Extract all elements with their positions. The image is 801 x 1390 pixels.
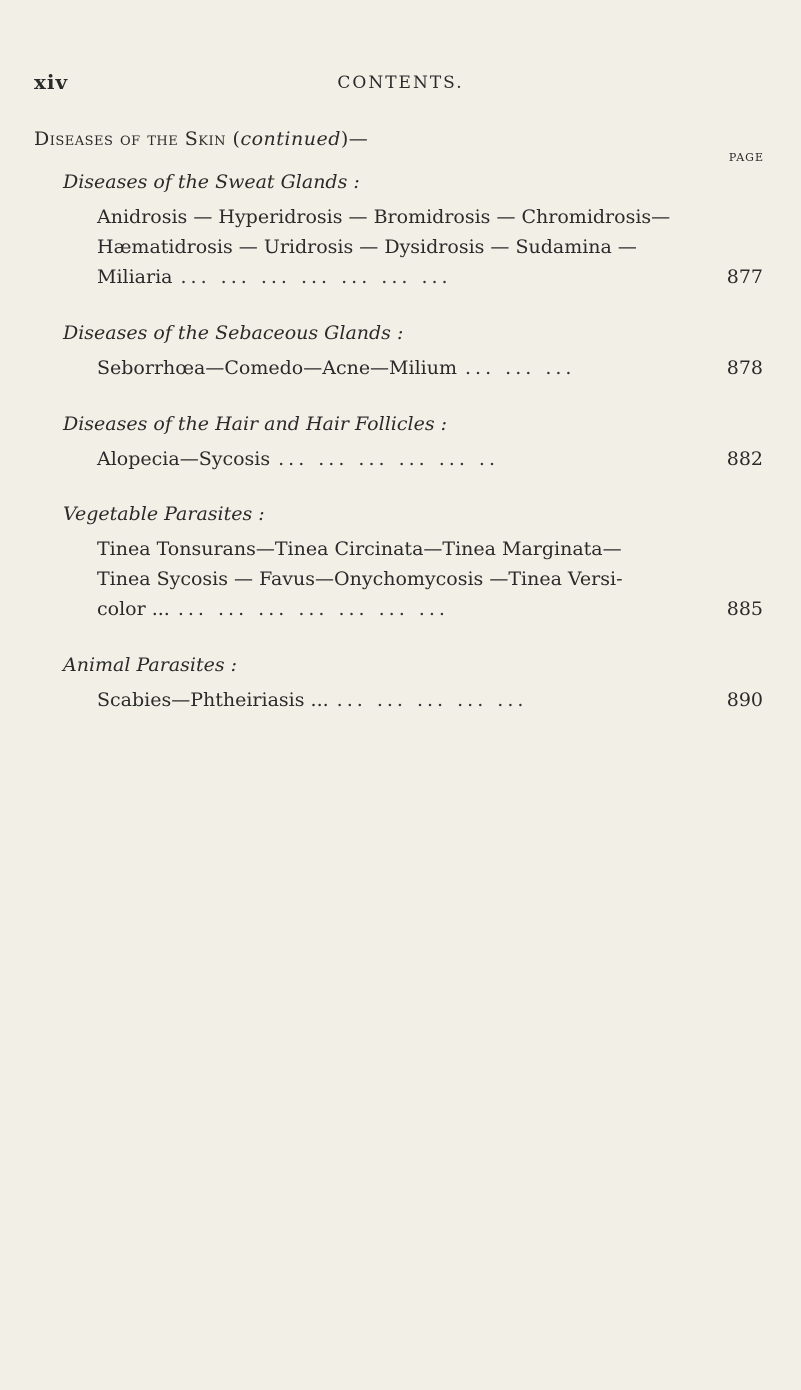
group-heading-vegetable-parasites: Vegetable Parasites : — [63, 503, 265, 525]
entry-page-number: 877 — [726, 266, 763, 288]
toc-entry-sebaceous-glands[interactable] — [97, 357, 763, 379]
entry-line: Anidrosis — Hyperidrosis — Bromidrosis — Chromidrosis— — [97, 206, 671, 228]
toc-entry-animal-parasites[interactable] — [97, 689, 763, 711]
entry-page-number: 885 — [726, 598, 763, 620]
entry-text: Alopecia—Sycosis — [97, 448, 271, 470]
entry-line: Tinea Sycosis — Favus—Onychomycosis —Tinea Versi- — [97, 568, 623, 590]
entry-line: Hæmatidrosis — Uridrosis — Dysidrosis — Sudamina — — [97, 236, 637, 258]
leader-dots: ... ... ... — [465, 357, 576, 379]
section-title — [34, 128, 368, 150]
section-qualifier: continued — [240, 128, 341, 150]
leader-dots: ... ... ... ... ... .. — [278, 448, 499, 470]
page-number: xiv — [34, 70, 69, 94]
toc-entry-hair-follicles[interactable] — [97, 448, 763, 470]
page-title: CONTENTS. — [337, 73, 464, 93]
group-heading-hair-follicles: Diseases of the Hair and Hair Follicles : — [63, 413, 448, 435]
toc-entry-vegetable-parasites[interactable] — [97, 598, 763, 620]
leader-dots: ... ... ... ... ... ... ... — [180, 266, 452, 288]
leader-dots: ... ... ... ... ... — [336, 689, 528, 711]
entry-page-number: 882 — [726, 448, 763, 470]
group-heading-animal-parasites: Animal Parasites : — [63, 654, 238, 676]
entry-line: Tinea Tonsurans—Tinea Circinata—Tinea Marginata— — [97, 538, 622, 560]
entry-page-number: 878 — [726, 357, 763, 379]
section-title-text: Diseases of the Skin — [34, 128, 226, 150]
section-paren-close: )— — [340, 128, 369, 150]
section-paren-open: ( — [226, 128, 241, 150]
entry-text: Miliaria — [97, 266, 173, 288]
group-heading-sweat-glands: Diseases of the Sweat Glands : — [63, 171, 360, 193]
page-column-label: PAGE — [728, 151, 764, 164]
group-heading-sebaceous-glands: Diseases of the Sebaceous Glands : — [63, 322, 404, 344]
toc-entry-sweat-glands[interactable] — [97, 266, 763, 288]
entry-text: Seborrhœa—Comedo—Acne—Milium — [97, 357, 457, 379]
entry-page-number: 890 — [726, 689, 763, 711]
entry-text: color ... — [97, 598, 170, 620]
entry-text: Scabies—Phtheiriasis ... — [97, 689, 329, 711]
leader-dots: ... ... ... ... ... ... ... — [177, 598, 449, 620]
